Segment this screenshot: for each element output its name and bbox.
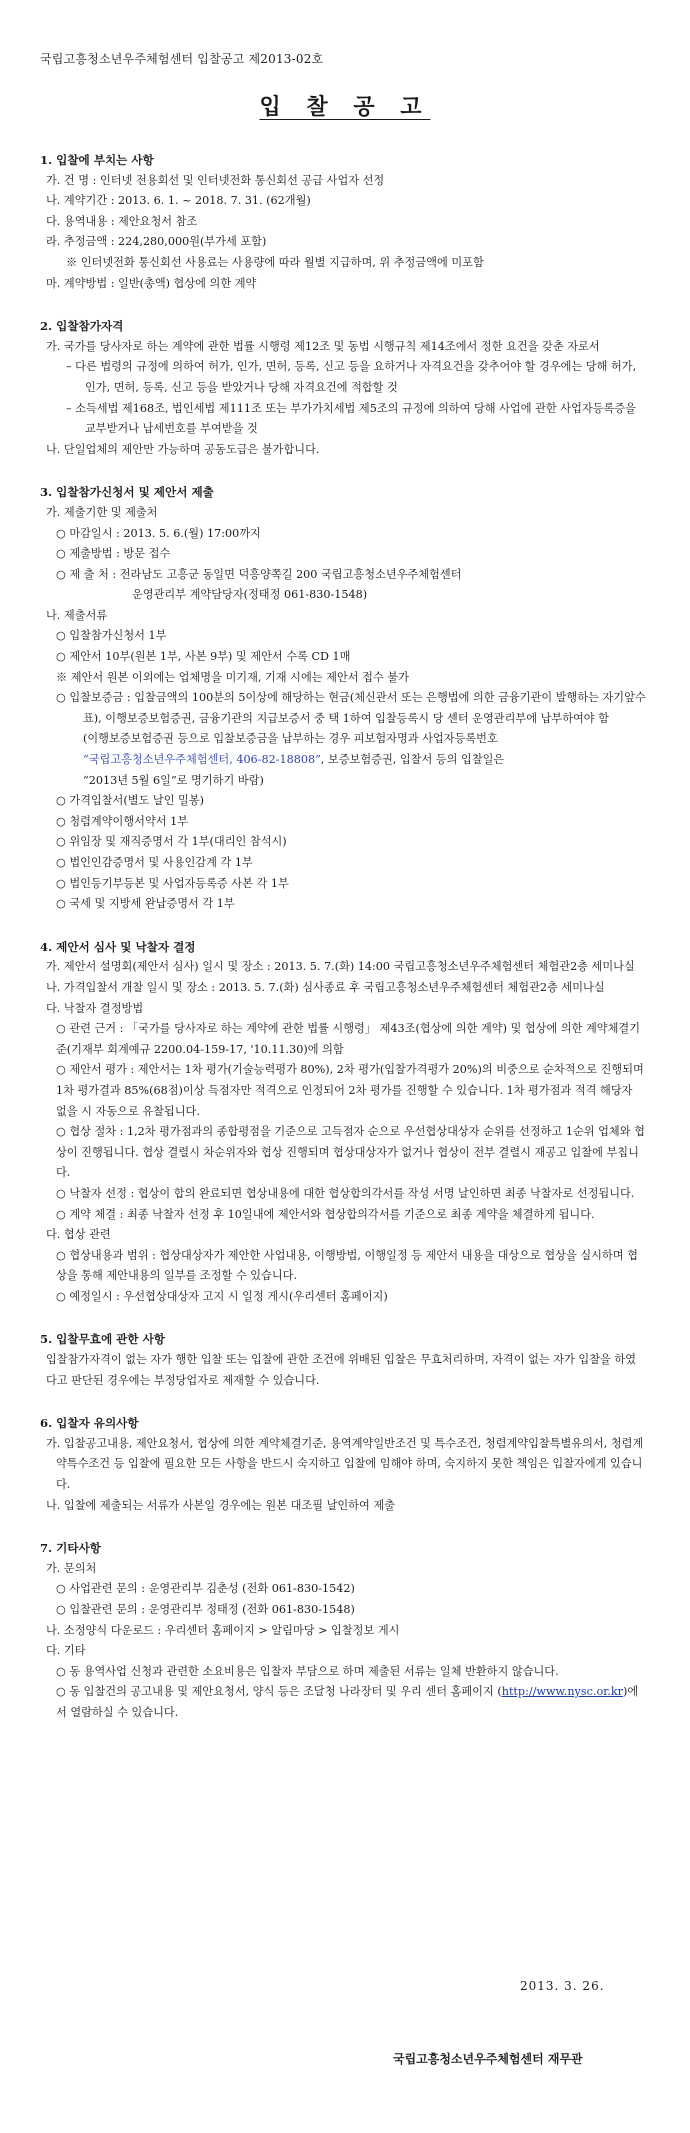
- s4-negotiation-heading: 다. 협상 관련: [46, 1228, 111, 1242]
- s7-etc-view-end: 에서 열람하실 수 있습니다.: [56, 1685, 639, 1719]
- page-title: [0, 90, 690, 121]
- s3-bond-account: [40, 750, 646, 771]
- bond-account-highlight: “국립고흥청소년우주체험센터, 406-82-18808”: [83, 753, 321, 767]
- s7-download: 나. 소정양식 다운로드 : 우리센터 홈페이지 > 알림마당 > 입찰정보 게시: [46, 1623, 400, 1637]
- s6-copy: 나. 입찰에 제출되는 서류가 사본일 경우에는 원본 대조필 날인하여 제출: [46, 1498, 395, 1512]
- s4-briefing: 가. 제안서 설명회(제안서 심사) 일시 및 장소 : 2013. 5. 7.(화) 14:00 국립고흥청소년우주체험센터 체험관2층 세미나실: [46, 960, 635, 974]
- s4-winner: ○ 낙찰자 선정 : 협상이 합의 완료되면 협상내용에 대한 협상합의각서를 작성 서명 날인하면 최종 낙찰자로 선정됩니다.: [56, 1186, 635, 1200]
- s2-requirement: 가. 국가를 당사자로 하는 계약에 관한 법률 시행령 제12조 및 동법 시행규칙 제14조에서 정한 요건을 갖춘 자로서: [46, 339, 600, 353]
- notice-number: 국립고흥청소년우주체험센터 입찰공고 제2013-02호: [40, 52, 324, 66]
- issuing-organization: 국립고흥청소년우주체험센터 재무관: [393, 2052, 583, 2066]
- s3-doc-proposal: ○ 제안서 10부(원본 1부, 사본 9부) 및 제안서 수록 CD 1매: [56, 650, 351, 664]
- notice-body: [40, 150, 646, 1724]
- bond-account-rest: , 보증보험증권, 입찰서 등의 입찰일은: [320, 753, 505, 767]
- section-3-heading: 3. 입찰참가신청서 및 제안서 제출: [40, 485, 214, 500]
- section-7-heading: 7. 기타사항: [40, 1541, 101, 1556]
- s5-text: 입찰참가자격이 없는 자가 행한 입찰 또는 입찰에 관한 조건에 위배된 입찰은 무효처리하며, 자격이 없는 자가 입찰을 하였다고 판단된 경우에는 부정당업자로 제재할 수 있습니다.: [46, 1353, 637, 1387]
- s3-doc-application: ○ 입찰참가신청서 1부: [56, 629, 167, 643]
- s4-negotiation-scope: ○ 협상내용과 범위 : 협상대상자가 제안한 사업내용, 이행방법, 이행일정 등 제안서 내용을 대상으로 협상을 실시하며 협상을 통해 제안내용의 일부를 조정할 수 있습니다.: [56, 1248, 638, 1283]
- s4-procedure: ○ 협상 절차 : 1,2차 평가점과의 종합평점을 기준으로 고득점자 순으로 우선협상대상자 순위를 선정하고 1순위 업체와 협상이 진행됩니다. 협상 결렬시 차순위자와 협상 진행되며 협상대상자가 없거나 협상이 전부 결렬시 재공고 입찰에 부칩니다.: [56, 1125, 645, 1180]
- title-text: 입 찰 공 고: [259, 94, 431, 120]
- s3-docs-heading: 나. 제출서류: [46, 608, 108, 622]
- section-1-heading: 1. 입찰에 부치는 사항: [40, 153, 154, 167]
- s1-line-amount: 라. 추정금액 : 224,280,000원(부가세 포함): [46, 235, 267, 249]
- section-5-heading: 5. 입찰무효에 관한 사항: [40, 1332, 166, 1347]
- s2-single: 나. 단일업체의 제안만 가능하며 공동도급은 불가합니다.: [46, 442, 320, 456]
- s4-contract: ○ 계약 체결 : 최종 낙찰자 선정 후 10일내에 제안서와 협상합의각서를 기준으로 최종 계약을 체결하게 됩니다.: [56, 1207, 595, 1221]
- s3-place: ○ 제 출 처 : 전라남도 고흥군 동일면 덕흥양쪽길 200 국립고흥청소년우주체험센터: [56, 567, 462, 581]
- s1-line-content: 다. 용역내용 : 제안요청서 참조: [46, 214, 198, 228]
- homepage-link[interactable]: http://www.nysc.or.kr: [501, 1685, 623, 1699]
- section-2-heading: 2. 입찰참가자격: [40, 319, 124, 334]
- section-6-heading: 6. 입찰자 유의사항: [40, 1416, 139, 1431]
- s4-decision-heading: 다. 낙찰자 결정방법: [46, 1001, 144, 1015]
- s2-tax: – 소득세법 제168조, 법인세법 제111조 또는 부가가치세법 제5조의 규정에 의하여 당해 사업에 관한 사업자등록증을 교부받거나 납세번호를 부여받을 것: [66, 401, 636, 436]
- s3-doc-proxy: ○ 위임장 및 재직증명서 각 1부(대리인 참석시): [56, 835, 287, 849]
- s6-notice: 가. 입찰공고내용, 제안요청서, 협상에 의한 계약체결기준, 용역계약일반조건 및 특수조건, 청렴계약입찰특별유의서, 청렴계약특수조건 등 입찰에 필요한 모든 사항을 반드시 숙지하고 입찰에 임해야 하며, 숙지하지 못한 책임은 입찰자에게 있습니다.: [46, 1436, 644, 1492]
- s3-doc-registry: ○ 법인등기부등본 및 사업자등록증 사본 각 1부: [56, 876, 289, 890]
- s1-line-period: 나. 계약기간 : 2013. 6. 1. ~ 2018. 7. 31. (62개월): [46, 194, 311, 208]
- s7-contact-bid: ○ 입찰관련 문의 : 운영관리부 정태정 (전화 061-830-1548): [56, 1603, 355, 1616]
- s7-etc-cost: ○ 동 용역사업 신청과 관련한 소요비용은 입찰자 부담으로 하며 제출된 서류는 일체 반환하지 않습니다.: [56, 1664, 559, 1678]
- s3-method: ○ 제출방법 : 방문 접수: [56, 547, 171, 561]
- s7-etc-heading: 다. 기타: [46, 1644, 86, 1658]
- s7-etc-view: ○ 동 입찰건의 공고내용 및 제안요청서, 양식 등은 조달청 나라장터 및 우리 센터 홈페이지 (http://www.nysc.or.kr)에서 열람하실 수 있습니다.: [56, 1685, 639, 1719]
- s3-doc-integrity: ○ 청렴계약이행서약서 1부: [56, 814, 189, 828]
- s3-doc-price: ○ 가격입찰서(별도 날인 밀봉): [56, 794, 205, 808]
- s4-evaluation: ○ 제안서 평가 : 제안서는 1차 평가(기술능력평가 80%), 2차 평가(입찰가격평가 20%)의 비중으로 순차적으로 진행되며 1차 평가결과 85%(68점)이상 득점자만 적격으로 인정되어 2차 평가를 진행할 수 있습니다. 1차 평가점과 적격 해당자 없을 시 자동으로 유찰됩니다.: [56, 1063, 644, 1118]
- s3-doc-tax: ○ 국세 및 지방세 완납증명서 각 1부: [56, 897, 235, 911]
- notice-date: 2013. 3. 26.: [520, 1979, 605, 1993]
- section-4-heading: 4. 제안서 심사 및 낙찰자 결정: [40, 939, 196, 954]
- s3-bond: ○ 입찰보증금 : 입찰금액의 100분의 5이상에 해당하는 현금(체신관서 또는 은행법에 의한 금융기관이 발행하는 자기앞수표), 이행보증보험증권, 금융기관의 지급보증서 중 택 1하여 입찰등록시 당 센터 운영관리부에 납부하여야 함: [56, 691, 646, 725]
- s3-doc-note: ※ 제안서 원본 이외에는 업체명을 미기재, 기재 시에는 제안서 접수 불가: [56, 670, 409, 684]
- s7-contact-business: ○ 사업관련 문의 : 운영관리부 김춘성 (전화 061-830-1542): [56, 1582, 355, 1596]
- s4-basis: ○ 관련 근거 : 「국가를 당사자로 하는 계약에 관한 법률 시행령」 제43조(협상에 의한 계약) 및 협상에 의한 계약체결기준(기재부 회계예규 2200.04-159-17, '10.11.30)에 의함: [56, 1022, 641, 1056]
- s2-license: – 다른 법령의 규정에 의하여 허가, 인가, 면허, 등록, 신고 등을 요하거나 자격요건을 갖추어야 할 경우에는 당해 허가, 인가, 면허, 등록, 신고 등을 받았거나 당해 자격요건에 적합할 것: [66, 360, 637, 394]
- s3-doc-seal: ○ 법인인감증명서 및 사용인감계 각 1부: [56, 856, 253, 869]
- s3-place-contact: 운영관리부 계약담당자(정태정 061-830-1548): [132, 588, 368, 602]
- s7-etc-view-text: ○ 동 입찰건의 공고내용 및 제안요청서, 양식 등은 조달청 나라장터 및 우리 센터 홈페이지: [56, 1685, 494, 1699]
- s3-bond-paren: (이행보증보험증권 등으로 입찰보증금을 납부하는 경우 피보험자명과 사업자등록번호: [83, 732, 498, 746]
- s4-schedule: ○ 예정일시 : 우선협상대상자 고지 시 일정 게시(우리센터 홈페이지): [56, 1289, 388, 1303]
- s7-contact-heading: 가. 문의처: [46, 1561, 97, 1575]
- s1-line-method: 마. 계약방법 : 일반(총액) 협상에 의한 계약: [46, 276, 257, 290]
- s3-submit-heading: 가. 제출기한 및 제출처: [46, 505, 158, 519]
- s1-line-note: ※ 인터넷전화 통신회선 사용료는 사용량에 따라 월별 지급하며, 위 추정금액에 미포함: [66, 255, 484, 269]
- s3-deadline: ○ 마감일시 : 2013. 5. 6.(월) 17:00까지: [56, 526, 261, 540]
- s3-bond-date: “2013년 5월 6일”로 명기하기 바람): [83, 773, 264, 787]
- s1-line-name: 가. 건 명 : 인터넷 전용회선 및 인터넷전화 통신회선 공급 사업자 선정: [46, 173, 385, 187]
- s4-opening: 나. 가격입찰서 개찰 일시 및 장소 : 2013. 5. 7.(화) 심사종료 후 국립고흥청소년우주체험센터 체험관2층 세미나실: [46, 980, 605, 994]
